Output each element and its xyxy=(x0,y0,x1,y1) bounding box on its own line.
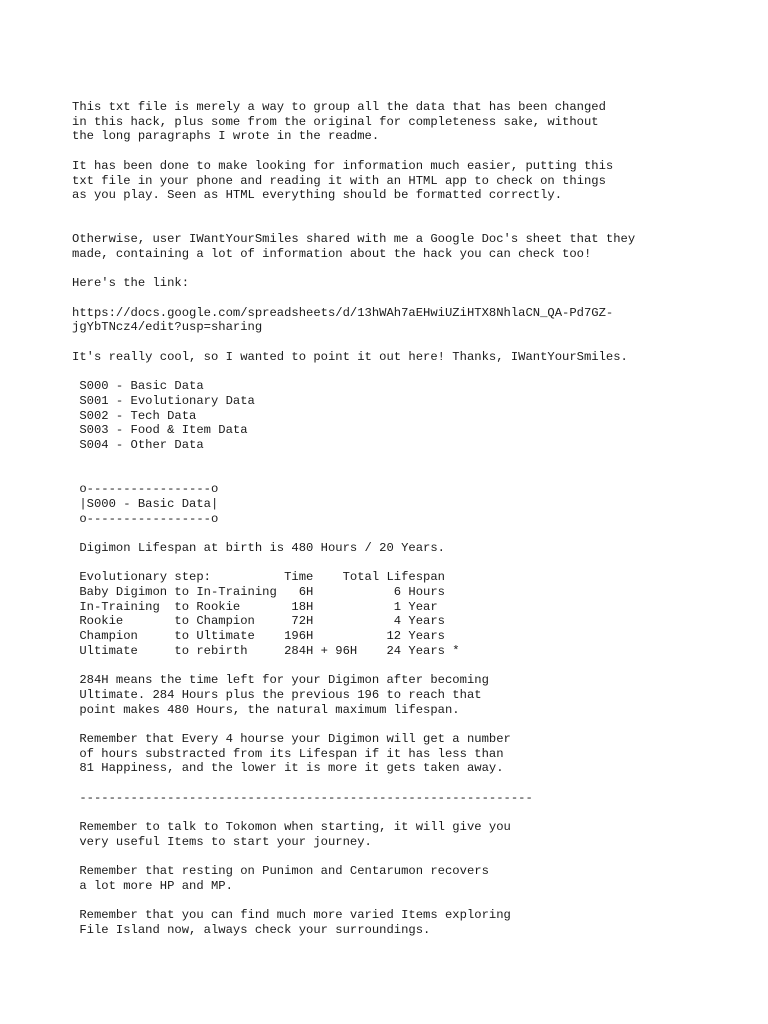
resting-tip: Remember that resting on Punimon and Centarumon recovers a lot more HP and MP. xyxy=(79,864,489,894)
document-body xyxy=(72,100,752,938)
spreadsheet-link[interactable]: https://docs.google.com/spreadsheets/d/13hWAh7aEHwiUZiHTX8NhlaCN_QA-Pd7GZ- jgYbTNcz4/edit?usp=sharing xyxy=(72,305,614,335)
items-tip: Remember that you can find much more varied Items exploring File Island now, always check your surroundings. xyxy=(79,908,511,938)
thanks-paragraph: It's really cool, so I wanted to point it out here! Thanks, IWantYourSmiles. xyxy=(72,349,628,364)
lifespan-note: 284H means the time left for your Digimon after becoming Ultimate. 284 Hours plus the previous 196 to reach that point makes 480 Hours, the natural maximum lifespan. xyxy=(79,673,489,717)
tokomon-tip: Remember to talk to Tokomon when starting, it will give you very useful Items to start your journey. xyxy=(79,820,511,849)
lifespan-intro: Digimon Lifespan at birth is 480 Hours / 20 Years. xyxy=(72,540,445,555)
table-of-contents: S000 - Basic Data S001 - Evolutionary Data S002 - Tech Data S003 - Food & Item Data S004 - Other Data xyxy=(79,379,255,453)
section-header-box: o-----------------o |S000 - Basic Data| o-----------------o xyxy=(79,482,219,526)
lifespan-table: Evolutionary step: Time Total Lifespan Baby Digimon to In-Training 6H 6 Hours In-Training to Rookie 18H 1 Year Rookie to Champion 72H 4 Years Champion to Ultimate 196H 12 Years Ultimate to rebirth 284H + 96H 24 Years * xyxy=(79,570,460,658)
sheet-note-paragraph: Otherwise, user IWantYourSmiles shared with me a Google Doc's sheet that they made, containing a lot of information about the hack you can check too! xyxy=(72,232,636,261)
intro-paragraph-2: It has been done to make looking for information much easier, putting this txt file in your phone and reading it with an HTML app to check on things as you play. Seen as HTML everything should be formatted correctly. xyxy=(72,158,614,203)
intro-paragraph-1: This txt file is merely a way to group all the data that has been changed in this hack, plus some from the original for completeness sake, without the long paragraphs I wrote in the readme. xyxy=(72,100,606,144)
divider-line: -------------------------------------------------------------- xyxy=(72,790,533,805)
link-label: Here's the link: xyxy=(72,276,190,291)
happiness-note: Remember that Every 4 hourse your Digimon will get a number of hours substracted from its Lifespan if it has less than 81 Happiness, and the lower it is more it gets taken away. xyxy=(79,732,511,776)
